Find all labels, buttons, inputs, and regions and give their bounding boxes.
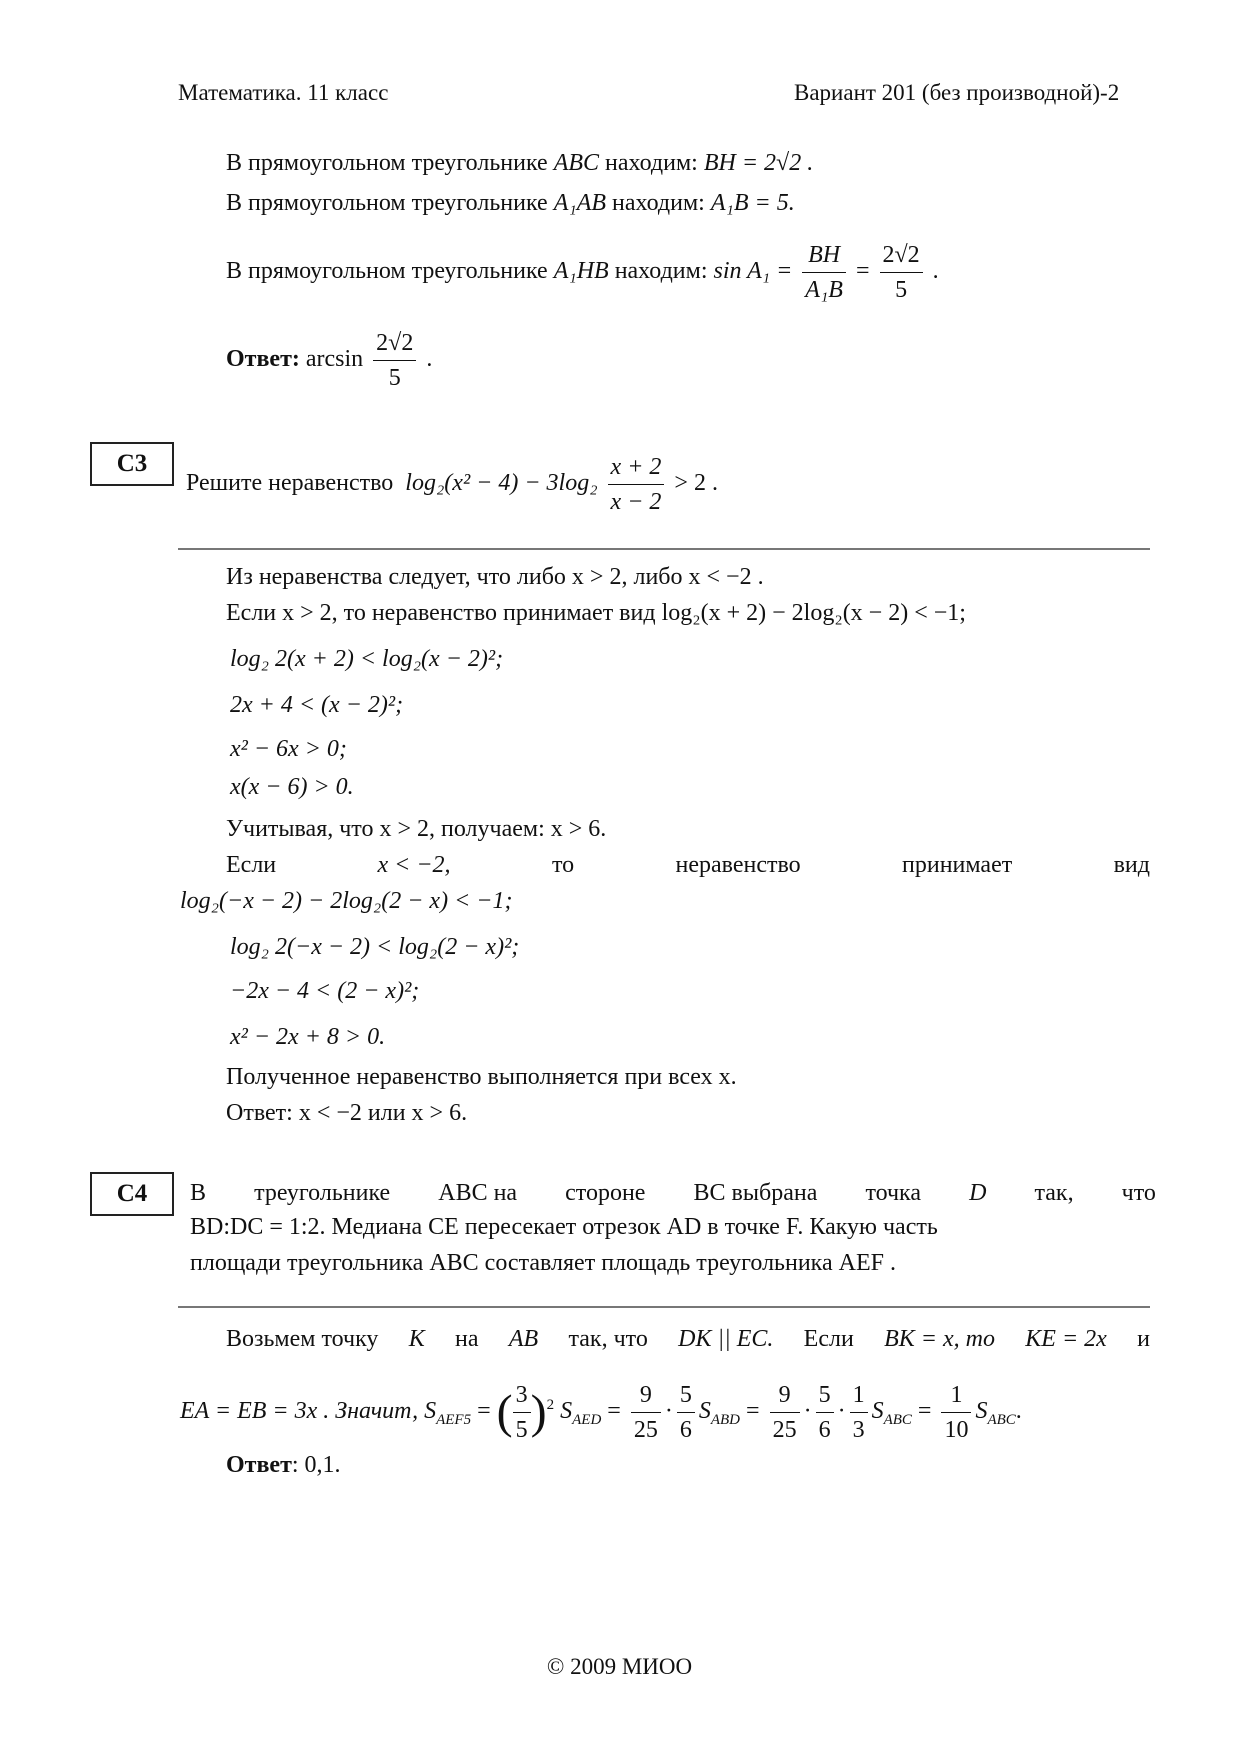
c2-line-1: В прямоугольном треугольнике ABC находим: BH = 2√2 . bbox=[226, 150, 814, 176]
left-paren: ( bbox=[496, 1385, 513, 1439]
right-paren: ) bbox=[530, 1385, 547, 1439]
c4-task-line-3: площади треугольника ABC составляет площадь треугольника AEF . bbox=[190, 1250, 896, 1276]
c4-solution-line-2: EA = EB = 3x . Значит, $S_{AEF5}$ = ( $\frac{3}{5}$ )$^2$ $S_{AED}$ = $\frac{9}{25}$ · $\frac{5}{6}$ $S_{ABD}$ = $\frac{9}{25}$ · $\frac{5}{6}$ · $\frac{1}{3}$ $S_{ABC}$ = $\frac{1}{10}$ $S_{ABC}$. bbox=[180, 1370, 1022, 1455]
header-right: Вариант 201 (без производной)-2 bbox=[794, 80, 1120, 105]
c3-line-1: Из неравенства следует, что либо x > 2, либо x < −2 . bbox=[226, 564, 764, 590]
c3-line-5: x² − 6x > 0; bbox=[230, 736, 347, 762]
c3-line2-1: log₂(−x − 2) − 2log₂(2 − x) < −1; bbox=[180, 888, 513, 914]
footer: © 2009 МИОО bbox=[546, 1654, 693, 1679]
fraction-1-10: $\frac{1}{10}$ bbox=[941, 1378, 971, 1447]
fraction-5-6: $\frac{5}{6}$ bbox=[677, 1378, 695, 1447]
c3-line-4: 2x + 4 < (x − 2)²; bbox=[230, 692, 404, 718]
c3-line2-3: −2x − 4 < (2 − x)²; bbox=[230, 978, 420, 1004]
c3-line2-5: Полученное неравенство выполняется при всех x. bbox=[226, 1064, 737, 1090]
c3-line2-2: log₂ 2(−x − 2) < log₂(2 − x)²; bbox=[230, 934, 520, 960]
c3-task-fraction: $\frac{x + 2}{x - 2}$ bbox=[608, 450, 665, 519]
c4-task-line-1: В треугольнике ABC на стороне BC выбрана точка D так, что bbox=[190, 1180, 1156, 1206]
answer-fraction: $\frac{2√2}{5}$ bbox=[373, 326, 416, 395]
fraction-5-6-b: $\frac{5}{6}$ bbox=[816, 1378, 834, 1447]
fraction-2sqrt2-5: $\frac{2√2}{5}$ bbox=[880, 238, 923, 307]
fraction-bh-a1b: $\frac{BH}{\text{A₁B}}$ bbox=[802, 238, 846, 307]
c3-line-3: log₂ 2(x + 2) < log₂(x − 2)²; bbox=[230, 646, 504, 672]
c2-line-2: В прямоугольном треугольнике A₁AB находим: A₁B = 5. bbox=[226, 190, 795, 216]
fraction-3-5: $\frac{3}{5}$ bbox=[513, 1378, 531, 1447]
c3-answer: Ответ: x < −2 или x > 6. bbox=[226, 1100, 468, 1126]
c3-line2-4: x² − 2x + 8 > 0. bbox=[230, 1024, 386, 1050]
c3-line-2: Если x > 2, то неравенство принимает вид log₂(x + 2) − 2log₂(x − 2) < −1; bbox=[226, 600, 966, 626]
c2-line-3: В прямоугольном треугольнике A₁HB находим: sin A₁ = $\frac{BH}{\text{A₁B}}$ = $\frac{2√2}{5}$ . bbox=[226, 236, 939, 307]
task-label-c4: С4 bbox=[90, 1172, 174, 1216]
fraction-9-25-b: $\frac{9}{25}$ bbox=[770, 1378, 800, 1447]
c3-line-7: Учитывая, что x > 2, получаем: x > 6. bbox=[226, 816, 607, 842]
fraction-1-3: $\frac{1}{3}$ bbox=[850, 1378, 868, 1447]
c4-answer: Ответ: 0,1. bbox=[226, 1452, 341, 1478]
c4-task-line-2: BD:DC = 1:2. Медиана CE пересекает отрезок AD в точке F. Какую часть bbox=[190, 1214, 938, 1240]
c3-justified-line: Если x < −2, то неравенство принимает вид bbox=[226, 852, 1150, 878]
c3-line-6: x(x − 6) > 0. bbox=[230, 774, 354, 800]
divider bbox=[178, 1306, 1150, 1308]
header-left: Математика. 11 класс bbox=[178, 80, 389, 105]
divider bbox=[178, 548, 1150, 550]
c4-solution-line-1: Возьмем точку K на AB так, что DK || EC. Если BK = x, то KE = 2x и bbox=[226, 1326, 1150, 1352]
fraction-9-25: $\frac{9}{25}$ bbox=[631, 1378, 661, 1447]
c2-answer: Ответ: arcsin $\frac{2√2}{5}$ . bbox=[226, 324, 432, 395]
task-label-c3: С3 bbox=[90, 442, 174, 486]
c3-task: Решите неравенство log₂(x² − 4) − 3log₂ $\frac{x + 2}{x - 2}$ > 2 . bbox=[186, 448, 718, 519]
